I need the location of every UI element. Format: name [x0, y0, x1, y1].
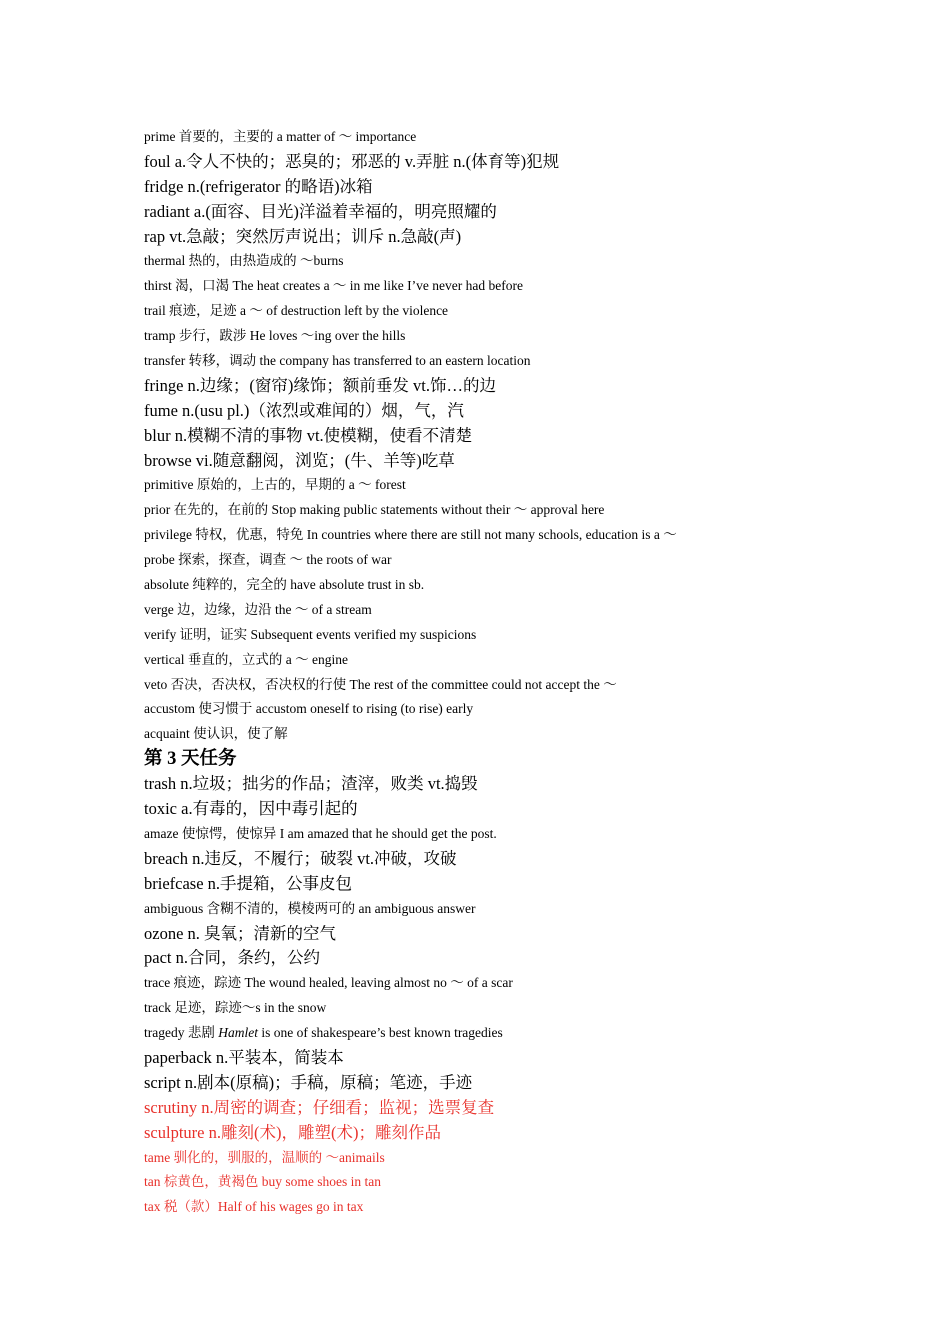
entry-vertical: vertical 垂直的，立式的 a ～ engine [144, 651, 348, 667]
entry-fringe: fringe n.边缘；(窗帘)缘饰；额前垂发 vt.饰…的边 [144, 375, 496, 395]
entry-thermal: thermal 热的，由热造成的 ～burns [144, 253, 344, 269]
entry-scrutiny: scrutiny n.周密的调查；仔细看；监视；选票复查 [144, 1097, 495, 1117]
entry-prime: prime 首要的，主要的 a matter of ～ importance [144, 129, 417, 144]
entry-radiant: radiant a.(面容、目光)洋溢着幸福的，明亮照耀的 [144, 201, 497, 221]
entry-trail: trail 痕迹，足迹 a ～ of destruction left by the violence [144, 303, 449, 319]
entry-tax: tax 税（款）Half of his wages go in tax [144, 1199, 364, 1215]
entry-thirst: thirst 渴，口渴 The heat creates a ～ in me like I’ve never had before [144, 278, 523, 294]
entry-accustom: accustom 使习惯于 accustom oneself to rising (to rise) early [144, 701, 474, 717]
entry-tramp: tramp 步行，跋涉 He loves ～ing over the hills [144, 328, 406, 344]
entry-foul: foul a.令人不快的；恶臭的；邪恶的 v.弄脏 n.(体育等)犯规 [144, 151, 560, 171]
tragedy-definition: tragedy 悲剧 [144, 1025, 219, 1041]
entry-primitive: primitive 原始的，上古的，早期的 a ～ forest [144, 477, 406, 493]
entry-privilege: privilege 特权，优惠，特免 In countries where there are still not many schools, education is a ～ [144, 527, 677, 543]
entry-tame: tame 驯化的，驯服的，温顺的 ～animails [144, 1149, 385, 1165]
tragedy-title-italic: Hamlet [218, 1025, 258, 1041]
entry-fume: fume n.(usu pl.)（浓烈或难闻的）烟，气，汽 [144, 400, 464, 420]
entry-briefcase: briefcase n.手提箱，公事皮包 [144, 873, 353, 893]
entry-verify: verify 证明，证实 Subsequent events verified my suspicions [144, 626, 477, 642]
entry-browse: browse vi.随意翻阅，浏览；(牛、羊等)吃草 [144, 450, 455, 470]
section-heading-day3: 第 3 天任务 [144, 749, 237, 770]
entry-trash: trash n.垃圾；拙劣的作品；渣滓，败类 vt.捣毁 [144, 774, 478, 794]
entry-fridge: fridge n.(refrigerator 的略语)冰箱 [144, 176, 373, 196]
entry-ambiguous: ambiguous 含糊不清的，模棱两可的 an ambiguous answer [144, 900, 476, 916]
entry-veto: veto 否决，否决权，否决权的行使 The rest of the committee could not accept the ～ [144, 676, 617, 692]
entry-pact: pact n.合同，条约，公约 [144, 948, 320, 968]
entry-track: track 足迹，踪迹～s in the snow [144, 1000, 327, 1016]
entry-transfer: transfer 转移，调动 the company has transferred to an eastern location [144, 353, 531, 369]
entry-tragedy [144, 1021, 904, 1046]
entry-ozone: ozone n. 臭氧；清新的空气 [144, 923, 337, 943]
entry-acquaint: acquaint 使认识，使了解 [144, 726, 288, 742]
entry-verge: verge 边，边缘，边沿 the ～ of a stream [144, 601, 372, 617]
entry-probe: probe 探索，探查，调查 ～ the roots of war [144, 552, 392, 568]
entry-breach: breach n.违反，不履行；破裂 vt.冲破，攻破 [144, 848, 457, 868]
entry-sculpture: sculpture n.雕刻(术)，雕塑(术)；雕刻作品 [144, 1122, 441, 1142]
entry-script: script n.剧本(原稿)；手稿，原稿；笔迹，手迹 [144, 1072, 473, 1092]
entry-prior: prior 在先的，在前的 Stop making public statements without their ～ approval here [144, 502, 605, 518]
document-page [144, 125, 904, 1220]
entry-blur: blur n.模糊不清的事物 vt.使模糊，使看不清楚 [144, 425, 473, 445]
entry-paperback: paperback n.平装本，简装本 [144, 1047, 344, 1067]
tragedy-example-rest: is one of shakespeare’s best known tragedies [257, 1025, 503, 1041]
entry-tan: tan 棕黄色，黄褐色 buy some shoes in tan [144, 1174, 381, 1190]
entry-amaze: amaze 使惊愕，使惊异 I am amazed that he should get the post. [144, 825, 497, 841]
entry-rap: rap vt.急敲；突然厉声说出；训斥 n.急敲(声) [144, 226, 462, 246]
entry-absolute: absolute 纯粹的，完全的 have absolute trust in sb. [144, 577, 425, 593]
entry-toxic: toxic a.有毒的，因中毒引起的 [144, 799, 358, 819]
entry-trace: trace 痕迹，踪迹 The wound healed, leaving almost no ～ of a scar [144, 975, 513, 991]
